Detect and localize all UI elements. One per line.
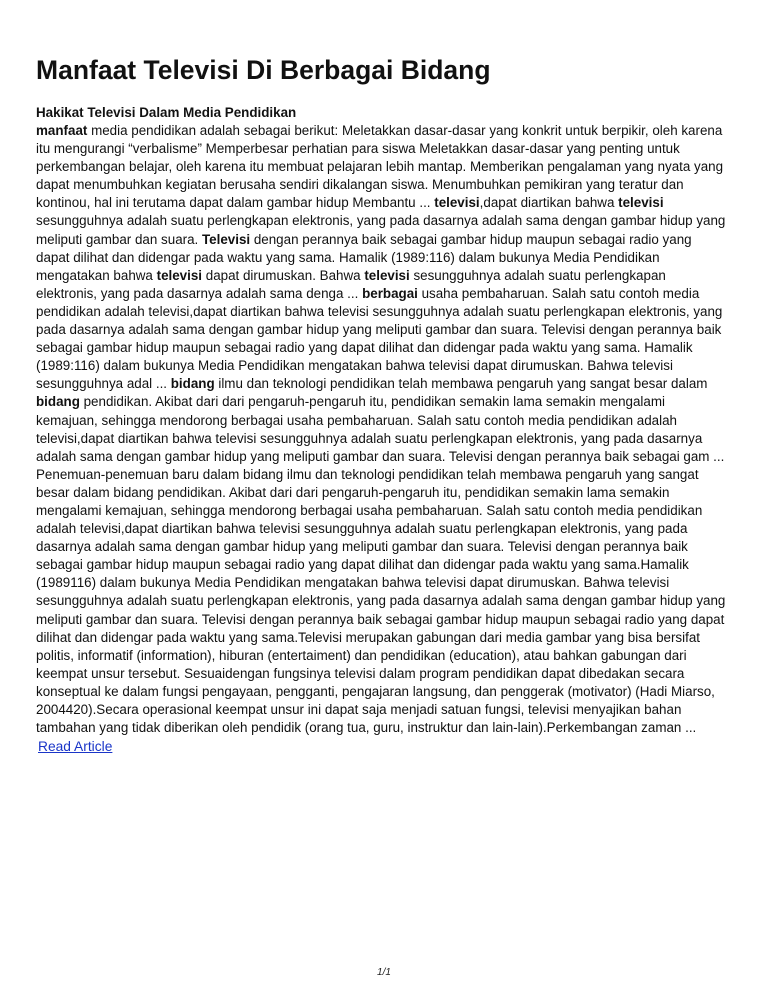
- keyword-highlight: manfaat: [36, 123, 88, 138]
- text-run: ilmu dan teknologi pendidikan telah membawa pengaruh yang sangat besar dalam: [214, 376, 708, 392]
- page-title: Manfaat Televisi Di Berbagai Bidang: [36, 55, 491, 85]
- text-run: pendidikan. Akibat dari dari pengaruh-pengaruh itu, pendidikan semakin lama semakin mengalami kemajuan, sehingga mendorong berbagai usaha pembaharuan. Salah satu contoh media pendidikan adalah televisi,dapat diartikan bahwa televisi sesungguhnya adalah suatu perlengkapan elektronis, yang pada dasarnya adalah sama dengan gambar hidup yang meliputi gambar dan suara. Televisi dengan perannya baik sebagai gam ...: [36, 394, 725, 464]
- text-run: dapat dirumuskan. Bahwa: [202, 267, 365, 283]
- text-run: ,dapat diartikan bahwa: [479, 195, 619, 211]
- text-run: media pendidikan adalah sebagai berikut: Meletakkan dasar-dasar yang konkrit untuk berpikir, oleh karena itu mengurangi “verbalisme” Memperbesar perhatian para siswa Meletakkan dasar-dasar yang penting untuk perkembangan belajar, oleh karena itu membuat pelajaran lebih mantap. Memberikan pengalaman yang nyata yang dapat menumbuhkan kegiatan berusaha sendiri dikalangan siswa. Menumbuhkan pemikiran yang teratur dan kontinou, hal ini terutama dapat dalam gambar hidup Membantu ...: [36, 123, 724, 211]
- body-paragraph-1: [36, 122, 726, 466]
- document-page: [36, 52, 726, 756]
- text-run: sesungguhnya adalah suatu perlengkapan elektronis, yang pada dasarnya adalah sama denga ...: [36, 267, 666, 301]
- keyword-highlight: televisi: [364, 267, 410, 283]
- keyword-highlight: televisi: [156, 267, 203, 283]
- keyword-highlight: berbagai: [362, 285, 418, 301]
- read-article-link[interactable]: Read Article: [38, 739, 113, 755]
- keyword-highlight: bidang: [170, 376, 215, 392]
- body-paragraph-2: Penemuan-penemuan baru dalam bidang ilmu dan teknologi pendidikan telah membawa pengaruh yang sangat besar dalam bidang pendidikan. Akibat dari dari pengaruh-pengaruh itu, pendidikan semakin lama semakin mengalami kemajuan, sehingga mendorong berbagai usaha pembaharuan. Salah satu contoh media pendidikan adalah televisi,dapat diartikan bahwa televisi sesungguhnya adalah suatu perlengkapan elektronis, yang pada dasarnya adalah sama dengan gambar hidup yang meliputi gambar dan suara. Televisi dengan perannya baik sebagai gambar hidup maupun sebagai radio yang dapat dilihat dan didengar pada waktu yang sama.Hamalik (1989116) dalam bukunya Media Pendidikan mengatakan bahwa televisi dapat dirumuskan. Bahwa televisi sesungguhnya adalah suatu perlengkapan elektronis, yang pada dasarnya adalah sama dengan gambar hidup yang meliputi gambar dan suara. Televisi dengan perannya baik sebagai gambar hidup maupun sebagai radio yang dapat dilihat dan didengar pada waktu yang sama.Televisi merupakan gabungan dari media gambar yang bisa bersifat politis, informatif (information), hiburan (entertaiment) dan pendidikan (education), atau bahkan gabungan dari keempat unsur tersebut. Sesuaidengan fungsinya televisi dalam program pendidikan dapat dibedakan secara konseptual ke dalam fungsi pengayaan, pengganti, pengajaran langsung, dan penggerak (motivator) (Hadi Miarso, 2004420).Secara operasional keempat unsur ini dapat saja menjadi satuan fungsi, televisi menyajikan bahan tambahan yang tidak diberikan oleh pendidik (orang tua, guru, instruktur dan lain-lain).Perkembangan zaman ...: [36, 466, 726, 736]
- text-run: dengan perannya baik sebagai gambar hidup maupun sebagai radio yang dapat dilihat dan didengar pada waktu yang sama. Hamalik (1989:116) dalam bukunya Media Pendidikan mengatakan bahwa: [36, 231, 692, 283]
- keyword-highlight: bidang: [36, 394, 80, 410]
- text-run: sesungguhnya adalah suatu perlengkapan elektronis, yang pada dasarnya adalah sama dengan gambar hidup yang meliputi gambar dan suara.: [36, 213, 726, 247]
- page-number: 1/1: [377, 967, 391, 978]
- keyword-highlight: televisi: [618, 195, 664, 211]
- keyword-highlight: televisi: [434, 195, 480, 211]
- section-heading: Hakikat Televisi Dalam Media Pendidikan: [36, 105, 297, 120]
- text-run: usaha pembaharuan. Salah satu contoh media pendidikan adalah televisi,dapat diartikan bahwa televisi sesungguhnya adalah suatu perlengkapan elektronis, yang pada dasarnya adalah sama dengan gambar hidup yang meliputi gambar dan suara. Televisi dengan perannya baik sebagai gambar hidup maupun sebagai radio yang dapat dilihat dan didengar pada waktu yang sama. Hamalik (1989:116) dalam bukunya Media Pendidikan mengatakan bahwa televisi dapat dirumuskan. Bahwa televisi sesungguhnya adal ...: [36, 285, 723, 392]
- keyword-highlight: Televisi: [201, 231, 251, 247]
